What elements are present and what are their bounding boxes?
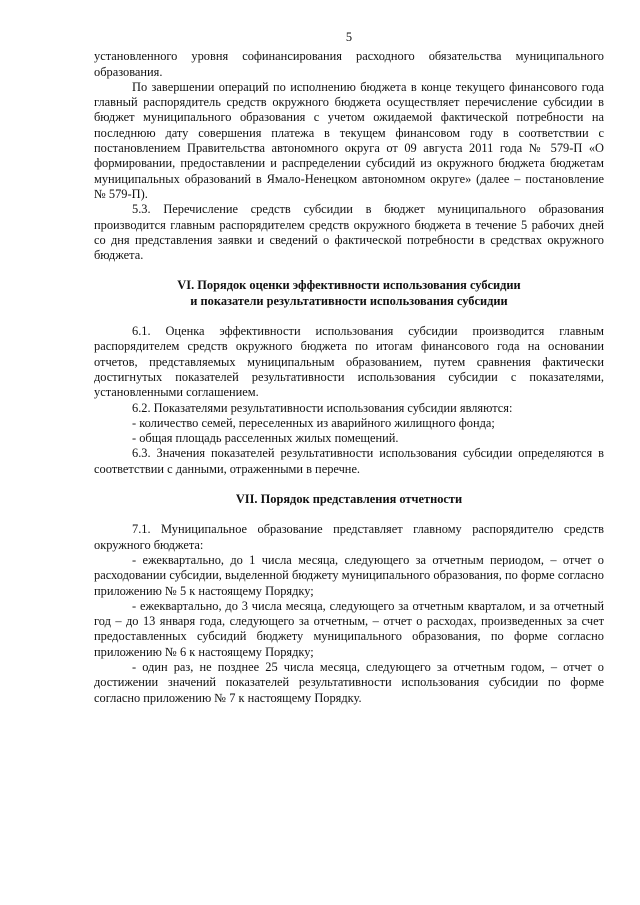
- section-6-heading: [94, 278, 604, 309]
- list-item-expenses-report: - ежеквартально, до 3 числа месяца, следующего за отчетным кварталом, и за отчетный год – до 13 января года, следующего за отчетным, – отчет о расходах, произведенных за счет предоставленных субсидий бюджету муниципального образования, по форме согласно приложению № 6 к настоящему Порядку;: [94, 598, 604, 659]
- paragraph-cofinancing-end: установленного уровня софинансирования расходного обязательства муниципального образования.: [94, 49, 604, 79]
- document-page: [94, 30, 604, 706]
- section-7-heading: VII. Порядок представления отчетности: [235, 492, 463, 507]
- list-item-quarterly-report: - ежеквартально, до 1 числа месяца, следующего за отчетным периодом, – отчет о расходовании субсидии, выделенной бюджету муниципального образования, по форме согласно приложению № 5 к настоящему Порядку;: [94, 552, 604, 598]
- paragraph-transfer-end-of-year: По завершении операций по исполнению бюджета в конце текущего финансового года главный распорядитель средств окружного бюджета осуществляет перечисление субсидии в бюджет муниципального образования с учетом ожидаемой фактической потребности на последнюю дату совершения платежа в текущем финансовом году в соответствии с постановлением Правительства автономного округа от 09 августа 2011 года № 579-П «О формировании, предоставлении и распределении субсидий из окружного бюджета бюджетам муниципальных образований в Ямало-Ненецком автономном округе» (далее – постановление № 579-П).: [94, 79, 604, 201]
- page-number: 5: [345, 30, 353, 44]
- list-item-annual-report: - один раз, не позднее 25 числа месяца, следующего за отчетным годом, – отчет о достижении значений показателей результативности использования субсидии по форме согласно приложению № 7 к настоящему Порядку.: [94, 659, 604, 705]
- paragraph-6-2: 6.2. Показателями результативности использования субсидии являются:: [132, 400, 513, 415]
- section-6-heading-line2: и показатели результативности использования субсидии: [190, 293, 508, 308]
- list-item-area: - общая площадь расселенных жилых помещений.: [132, 431, 399, 446]
- paragraph-6-1: 6.1. Оценка эффективности использования субсидии производится главным распорядителем средств окружного бюджета по итогам финансового года на основании отчетов, представляемых муниципальным образованием, путем сравнения фактически достигнутых показателей результативности использования субсидии с показателями, установленными соглашением.: [94, 324, 604, 400]
- paragraph-5-3: 5.3. Перечисление средств субсидии в бюджет муниципального образования производится главным распорядителем средств окружного бюджета в течение 5 рабочих дней со дня представления заявки и сведений о фактической потребности в средствах окружного бюджета.: [94, 202, 604, 263]
- section-6-heading-line1: VI. Порядок оценки эффективности использования субсидии: [177, 278, 521, 293]
- list-item-families: - количество семей, переселенных из аварийного жилищного фонда;: [132, 415, 495, 430]
- paragraph-7-1: 7.1. Муниципальное образование представляет главному распорядителю средств окружного бюджета:: [94, 522, 604, 552]
- paragraph-6-3: 6.3. Значения показателей результативности использования субсидии определяются в соответствии с данными, отраженными в перечне.: [94, 446, 604, 476]
